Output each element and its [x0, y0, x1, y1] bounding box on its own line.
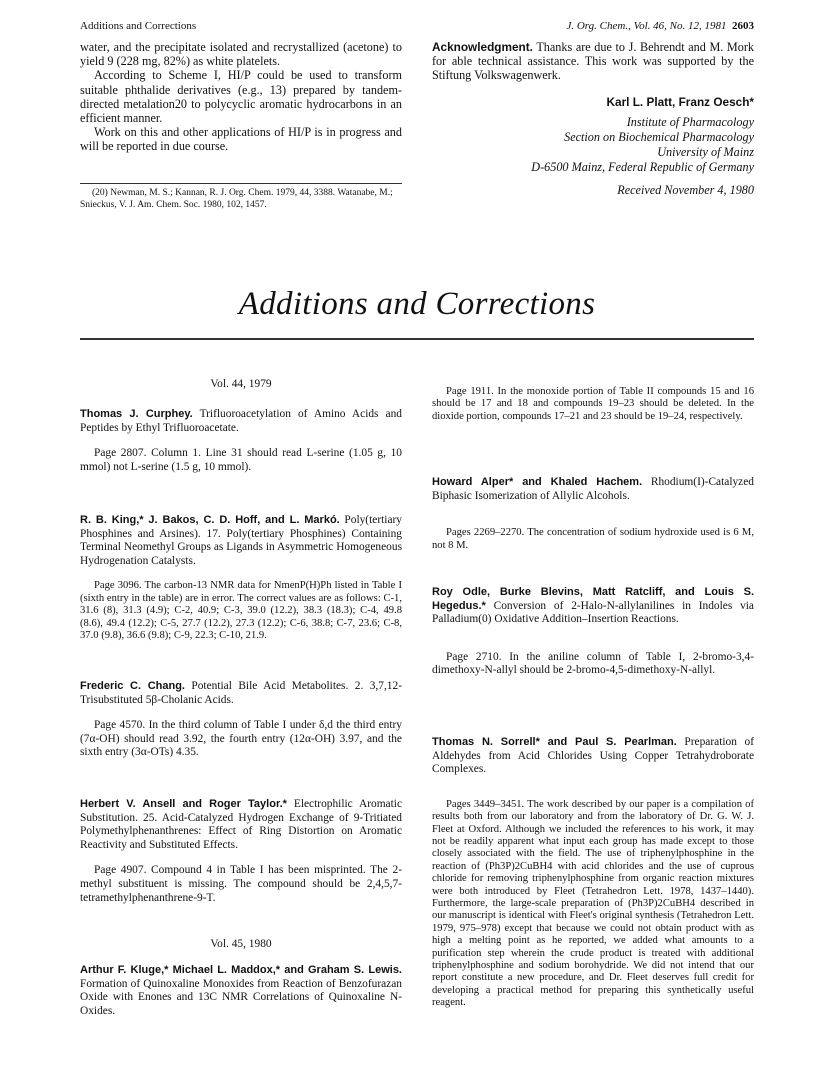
correction-continuation: [432, 386, 754, 423]
footnote: (20) Newman, M. S.; Kannan, R. J. Org. Chem. 1979, 44, 3388. Watanabe, M.; Snieckus, V. J. Am. Chem. Soc. 1980, 102, 1457.: [80, 188, 393, 210]
running-head-section: Additions and Corrections: [80, 20, 197, 32]
footnote-divider: [80, 183, 402, 184]
affiliation-line: D-6500 Mainz, Federal Republic of Germany: [531, 159, 754, 174]
entry-authors: Frederic C. Chang.: [80, 680, 185, 692]
running-head: [80, 20, 754, 34]
entry-heading: [432, 586, 754, 627]
entry-title: Rhodium(I)-Catalyzed Biphasic Isomerization of Allylic Alcohols.: [432, 476, 754, 502]
acknowledgment: [432, 40, 754, 83]
entry-heading: [432, 476, 754, 503]
signature-authors: Karl L. Platt, Franz Oesch*: [606, 94, 754, 109]
acknowledgment-block: [432, 40, 754, 197]
correction-entry: [80, 408, 402, 474]
entry-heading: [80, 408, 402, 435]
entry-correction: Pages 3449–3451. The work described by our paper is a compilation of results both from our laboratory and from the laboratory of Dr. G. W. J. Fleet at Oxford. Although we included the references to his work, it may not be readily apparent what input each group has made except to those closely associated with the field. The use of triphenylphosphine in the reaction of (Ph3P)2CuBH4 with acid chlorides and the use of cuprous chloride for removing triphenylphosphine from organic reaction mixtures were both introduced by Fleet (Tetrahedron Lett. 1978, 1437–1440). Furthermore, the large-scale preparation of (Ph3P)2CuBH4 described in our manuscript is identical with Fleet's original synthesis (Tetrahedron Lett. 1979, 975–978) except that because we could not obtain product with as high a melting point as he reported, we added what amounts to a purification step wherein the crude product is treated with additional triphenylphosphine and sodium borohydride. We did not intend that our report constitute a new procedure, and Dr. Fleet deserves full credit for developing a practical method for preparing this synthetically useful reagent.: [432, 798, 754, 1009]
paragraph: Work on this and other applications of HI/P is in progress and will be reported in due course.: [80, 125, 402, 154]
acknowledgment-text: Thanks are due to J. Behrendt and M. Mork for able technical assistance. This work was supported by the Stiftung Volkswagenwerk.: [432, 40, 755, 83]
section-title: Additions and Corrections: [238, 286, 596, 322]
received-date: Received November 4, 1980: [617, 182, 754, 197]
entry-title: Conversion of 2-Halo-N-allylanilines in Indoles via Palladium(0) Oxidative Addition–Insertion Reactions.: [432, 599, 754, 626]
entry-authors: Herbert V. Ansell and Roger Taylor.*: [80, 798, 287, 810]
entry-heading: [80, 514, 402, 568]
entry-authors: Thomas J. Curphey.: [80, 408, 193, 420]
correction-entry: [432, 586, 754, 678]
entry-title: Poly(tertiary Phosphines and Arsines). 17. Poly(tertiary Phosphines) Containing Terminal Neomethyl Groups as Ligands in Asymmetric Homogeneous Hydrogenation Catalysts.: [80, 514, 402, 567]
entry-title: Preparation of Aldehydes from Acid Chlorides Using Copper Tetrahydroborate Complexes.: [432, 736, 754, 776]
entry-authors: R. B. King,* J. Bakos, C. D. Hoff, and L. Markó.: [80, 514, 340, 526]
entry-heading: [80, 680, 402, 707]
previous-article-end: [80, 40, 402, 154]
correction-entry: [432, 476, 754, 552]
entry-authors: Arthur F. Kluge,* Michael L. Maddox,* and Graham S. Lewis.: [80, 964, 402, 976]
acknowledgment-label: Acknowledgment.: [432, 40, 533, 54]
entry-authors: Roy Odle, Burke Blevins, Matt Ratcliff, and Louis S. Hegedus.*: [432, 586, 754, 612]
entry-title: Electrophilic Aromatic Substitution. 25. Acid-Catalyzed Hydrogen Exchange of 9-Tritiated Polymethylphenanthrenes: Effect of Ring Distortion on Aromatic Reactivity and Substituted Effects.: [80, 798, 402, 851]
entry-heading: [432, 736, 754, 777]
paragraph: water, and the precipitate isolated and recrystallized (acetone) to yield 9 (228 mg, 82%) as white platelets.: [80, 40, 402, 69]
paragraph: According to Scheme I, HI/P could be used to transform suitable phthalide derivatives (e.g., 13) prepared by tandem-directed metalation20 to polycyclic aromatic hydrocarbons in an efficient manner.: [80, 68, 402, 126]
entry-correction: Page 4907. Compound 4 in Table I has been misprinted. The 2-methyl substituent is missing. The compound should be 2,4,5,7-tetramethylphenanthrene-9-T.: [80, 864, 402, 904]
journal-citation: J. Org. Chem., Vol. 46, No. 12, 1981: [566, 20, 727, 32]
entry-correction: Page 2807. Column 1. Line 31 should read L-serine (1.05 g, 10 mmol) not L-serine (1.5 g, 10 mmol).: [80, 447, 402, 473]
volume-heading: Vol. 45, 1980: [210, 938, 272, 950]
entry-title: Formation of Quinoxaline Monoxides from Reaction of Benzofurazan Oxide with Enones and 13C NMR Correlations of Quinoxaline N-Oxides.: [80, 977, 402, 1017]
entry-correction: Page 4570. In the third column of Table I under δ,d the third entry (7α-OH) should read 3.92, the fourth entry (12α-OH) 3.97, and the sixth entry (3α-OTs) 4.35.: [80, 719, 402, 759]
affiliation-line: Section on Biochemical Pharmacology: [564, 129, 754, 144]
entry-correction: Page 3096. The carbon-13 NMR data for NmenP(H)Ph listed in Table I (sixth entry in the table) are in error. The correct values are as follows: C-1, 31.6 (8), 31.3 (4.9); C-2, 40.9; C-3, 39.0 (12.2), 38.3 (18.3); C-4, 49.8 (8.6), 49.4 (12.2); C-5, 27.7 (12.2), 27.3 (12.2); C-6, 38.8; C-7, 23.6; C-8, 37.0 (9.8), 36.6 (9.8); C-9, 22.3; C-10, 21.9.: [80, 580, 402, 641]
section-rule: [80, 338, 754, 340]
entry-correction: Page 2710. In the aniline column of Table I, 2-bromo-3,4-dimethoxy-N-allyl should be 2-bromo-4,5-dimethoxy-N-allyl.: [432, 650, 754, 677]
entry-correction: Page 1911. In the monoxide portion of Table II compounds 15 and 16 should be 17 and 18 and compounds 19–23 should be deleted. In the dioxide portion, compounds 17–21 and 23 should be 19–24, respectively.: [432, 386, 754, 422]
entry-correction: Pages 2269–2270. The concentration of sodium hydroxide used is 6 M, not 8 M.: [432, 527, 754, 551]
entry-title: Potential Bile Acid Metabolites. 2. 3,7,12-Trisubstituted 5β-Cholanic Acids.: [80, 680, 402, 706]
entry-authors: Thomas N. Sorrell* and Paul S. Pearlman.: [432, 736, 677, 748]
page-number: 2603: [732, 20, 754, 32]
entry-heading: [80, 964, 402, 1018]
correction-entry: [80, 964, 402, 1018]
correction-entry: [80, 514, 402, 642]
affiliation-line: Institute of Pharmacology: [626, 114, 754, 129]
correction-entry: [80, 798, 402, 905]
author-signature: [432, 95, 754, 197]
affiliation-line: University of Mainz: [657, 144, 754, 159]
entry-authors: Howard Alper* and Khaled Hachem.: [432, 476, 643, 488]
entry-title: Trifluoroacetylation of Amino Acids and Peptides by Ethyl Trifluoroacetate.: [80, 408, 402, 434]
entry-heading: [80, 798, 402, 852]
correction-entry: [80, 680, 402, 760]
correction-entry: [432, 736, 754, 1010]
volume-heading: Vol. 44, 1979: [210, 378, 272, 390]
running-head-journal: [566, 20, 754, 32]
